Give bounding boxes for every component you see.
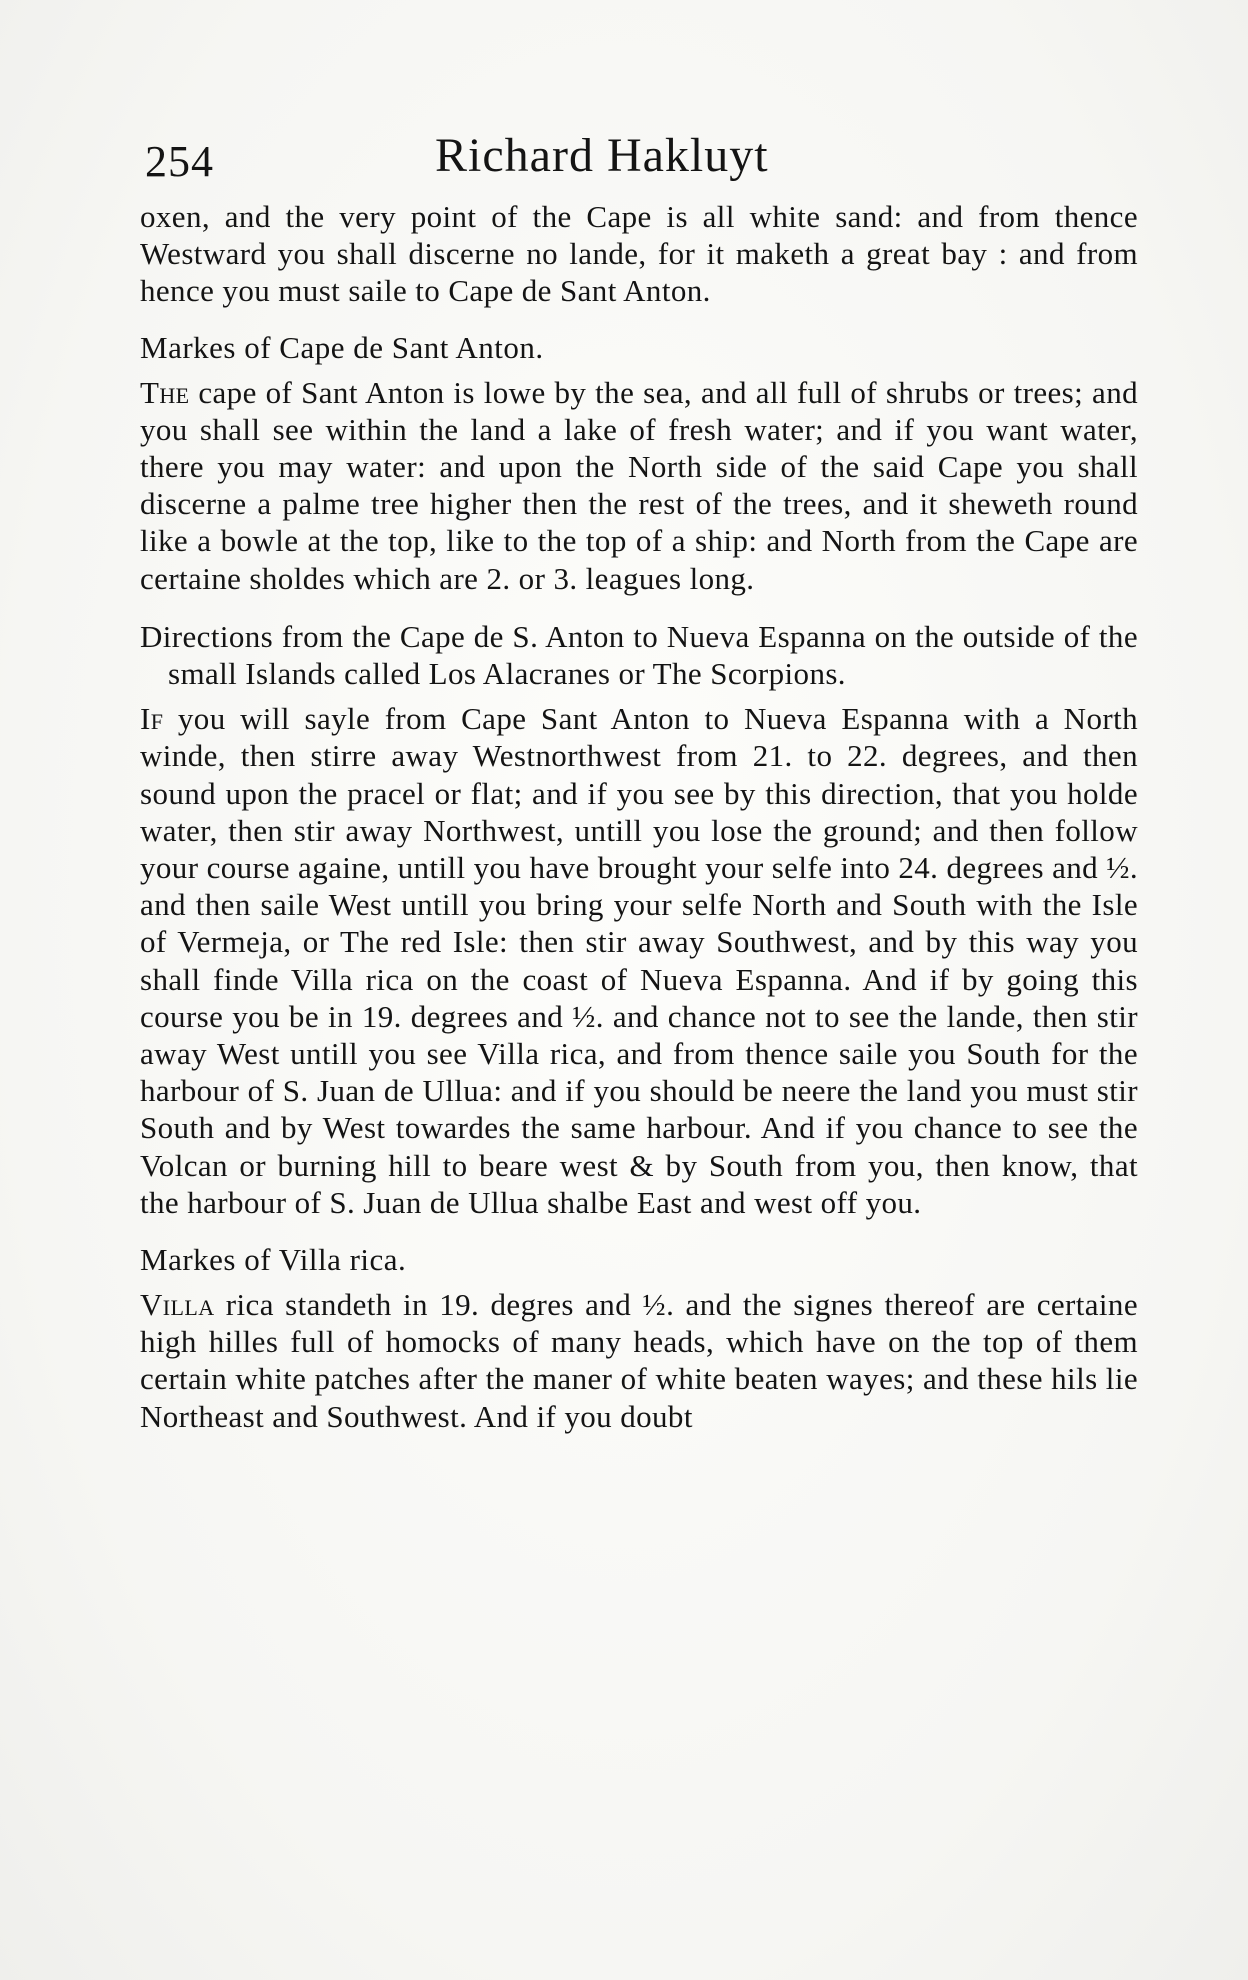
paragraph-lead-word: If: [140, 701, 164, 737]
paragraph-villa-rica: [140, 1286, 1138, 1435]
running-title: Richard Hakluyt: [435, 129, 769, 182]
paragraph-text: cape of Sant Anton is lowe by the sea, and all full of shrubs or trees; and you shall see within the land a lake of fresh water; and if you want water, there you may water: and upon the North side of the said Cape you shall discerne a palme tree higher then the rest of the trees, and it sheweth round like a bowle at the top, like to the top of a ship: and North from the Cape are certaine sholdes which are 2. or 3. leagues long.: [140, 374, 1138, 596]
heading-markes-villa-rica: Markes of Villa rica.: [140, 1242, 407, 1278]
heading-directions-nueva-espanna: Directions from the Cape de S. Anton to Nueva Espanna on the outside of the small Islands called Los Alacranes or The Scorpions.: [140, 618, 1138, 692]
paragraph-lead-word: The: [140, 374, 190, 410]
heading-markes-cape-sant-anton: Markes of Cape de Sant Anton.: [140, 329, 544, 365]
page-number: 254: [145, 137, 214, 186]
paragraph-text: rica standeth in 19. degres and ½. and the signes thereof are certaine high hilles full of homocks of many heads, which have on the top of them certain white patches after the maner of white beaten wayes; and these hils lie Northeast and Southwest. And if you doubt: [140, 1287, 1138, 1434]
paragraph-sailing-directions: [140, 700, 1138, 1221]
paragraph-cape-approach: oxen, and the very point of the Cape is all white sand: and from thence Westward you shall discerne no lande, for it maketh a great bay : and from hence you must saile to Cape de Sant Anton.: [140, 199, 1138, 309]
paragraph-cape-sant-anton: [140, 374, 1138, 597]
paragraph-text: you will sayle from Cape Sant Anton to Nueva Espanna with a North winde, then stirre away Westnorthwest from 21. to 22. degrees, and then sound upon the pracel or flat; and if you see by this direction, that you holde water, then stir away Northwest, untill you lose the ground; and then follow your course againe, untill you have brought your selfe into 24. degrees and ½. and then saile West untill you bring your selfe North and South with the Isle of Vermeja, or The red Isle: then stir away Southwest, and by this way you shall finde Villa rica on the coast of Nueva Espanna. And if by going this course you be in 19. degrees and ½. and chance not to see the lande, then stir away West untill you see Villa rica, and from thence saile you South for the harbour of S. Juan de Ullua: and if you should be neere the land you must stir South and by West towardes the same harbour. And if you chance to see the Volcan or burning hill to beare west & by South from you, then know, that the harbour of S. Juan de Ullua shalbe East and west off you.: [140, 701, 1138, 1220]
paragraph-lead-word: Villa: [140, 1287, 215, 1323]
page-header: [145, 128, 1135, 188]
page-body: [140, 198, 1138, 1435]
